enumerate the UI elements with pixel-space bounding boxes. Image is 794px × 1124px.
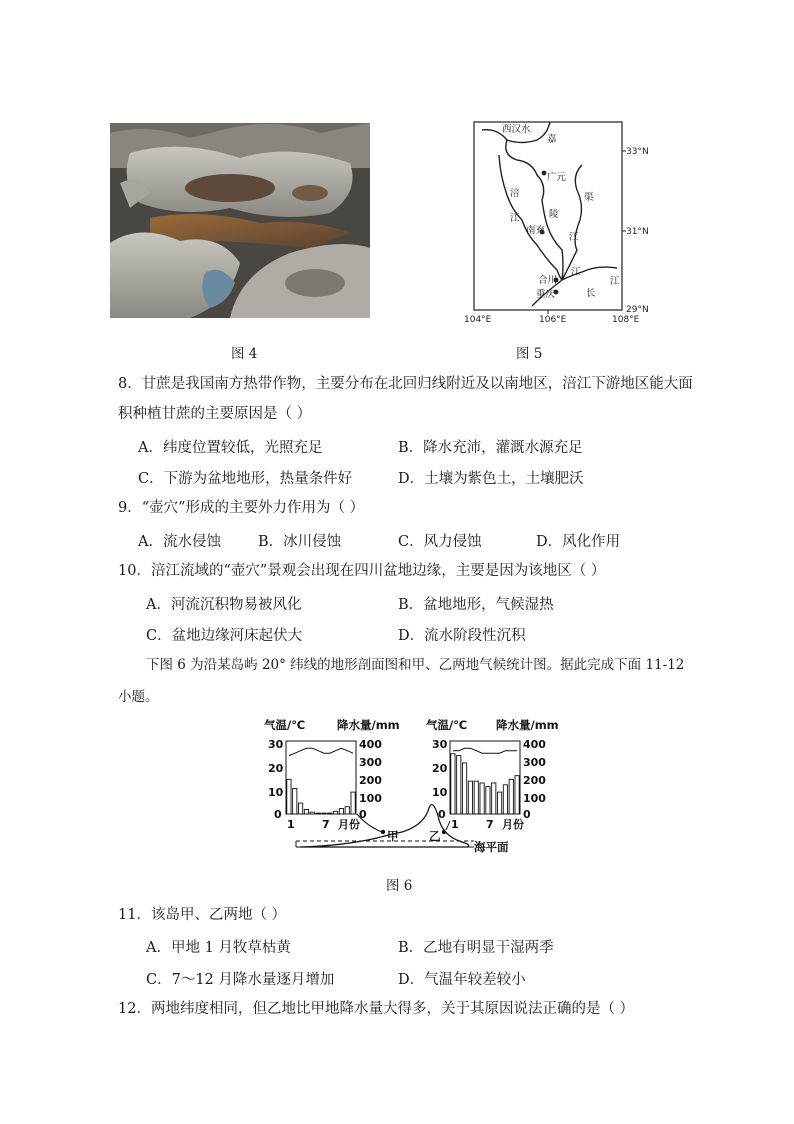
- right-precip-bar-8: [492, 783, 496, 814]
- q11-option-c: C．7～12 月降水量逐月增加: [146, 972, 335, 988]
- right-precip-tick-0: 0: [523, 808, 531, 821]
- q11-option-b: B．乙地有明显干湿两季: [398, 940, 554, 956]
- right-precip-tick-400: 400: [523, 738, 546, 751]
- right-precip-bars: [451, 754, 519, 814]
- left-precip-label: 降水量/mm: [337, 718, 400, 732]
- left-precip-bar-3: [298, 803, 302, 814]
- left-precip-bar-1: [287, 779, 291, 814]
- q10-option-a: A．河流沉积物易被风化: [146, 597, 302, 613]
- right-precip-bar-12: [515, 776, 519, 814]
- lon-106: 106°E: [539, 315, 567, 325]
- left-temp-curve: [289, 748, 353, 755]
- label-qu: 渠: [584, 192, 594, 203]
- right-month-unit: 月份: [502, 818, 524, 831]
- right-precip-label: 降水量/mm: [496, 718, 559, 732]
- climate-profile-figure: [262, 716, 582, 858]
- right-temp-tick-30: 30: [432, 738, 448, 751]
- label-jiang3: 江: [571, 267, 581, 278]
- label-xihanshui: 西汉水: [502, 124, 531, 135]
- lat-33: 33°N: [626, 147, 649, 157]
- label-chang: 长: [586, 288, 596, 299]
- lat-31: 31°N: [626, 227, 649, 237]
- left-month-7: 7: [322, 818, 330, 831]
- left-month-unit: 月份: [338, 818, 360, 831]
- left-month-1: 1: [287, 818, 295, 831]
- label-jiang2: 江: [569, 232, 579, 243]
- sea-level-label: 海平面: [474, 840, 509, 854]
- label-fu: 涪: [510, 188, 520, 199]
- right-precip-bar-6: [480, 783, 484, 814]
- question-11: 11．该岛甲、乙两地（ ）: [118, 907, 287, 923]
- q8-option-c: C．下游为盆地地形，热量条件好: [138, 471, 353, 487]
- q9-option-d: D．风化作用: [536, 534, 621, 550]
- label-ling: 陵: [549, 209, 559, 220]
- left-temp-tick-10: 10: [268, 786, 284, 799]
- left-precip-bar-11: [345, 807, 349, 814]
- figure-4-photo: [110, 123, 370, 318]
- rock-photo-illustration: [110, 123, 370, 318]
- lon-104: 104°E: [464, 315, 492, 325]
- label-nanchong: 南充: [526, 225, 546, 236]
- left-precip-bar-5: [310, 812, 314, 814]
- left-precip-bar-4: [304, 809, 308, 814]
- label-jiang1: 江: [510, 213, 520, 224]
- label-guangyuan: 广元: [547, 172, 567, 183]
- q11-option-a: A．甲地 1 月牧草枯黄: [146, 940, 291, 956]
- point-jia-label: 甲: [387, 829, 399, 843]
- figure-4-caption: 图 4: [231, 346, 258, 362]
- figure-6: [262, 716, 582, 858]
- left-precip-tick-0: 0: [359, 808, 367, 821]
- q9-option-a: A．流水侵蚀: [138, 534, 221, 550]
- left-precip-tick-400: 400: [359, 738, 382, 751]
- left-precip-tick-100: 100: [359, 792, 382, 805]
- q8-option-a: A．纬度位置较低，光照充足: [138, 440, 323, 456]
- right-precip-bar-5: [474, 781, 478, 814]
- intro-line2: 小题。: [118, 689, 159, 705]
- right-month-7: 7: [486, 818, 494, 831]
- figure-5-map: [452, 100, 662, 335]
- q8-option-d: D．土壤为紫色土，土壤肥沃: [398, 471, 584, 487]
- figure-5-caption: 图 5: [516, 346, 543, 362]
- right-month-1: 1: [451, 818, 459, 831]
- lat-29: 29°N: [626, 305, 649, 315]
- right-precip-bar-7: [486, 787, 490, 814]
- left-temp-tick-0: 0: [274, 808, 282, 821]
- right-temp-label: 气温/℃: [426, 718, 468, 732]
- right-precip-bar-10: [503, 785, 507, 814]
- right-precip-tick-200: 200: [523, 774, 546, 787]
- left-precip-bars: [287, 779, 355, 814]
- question-12: 12．两地纬度相同，但乙地比甲地降水量大得多，关于其原因说法正确的是（ ）: [118, 1001, 635, 1017]
- left-precip-bar-2: [293, 788, 297, 814]
- right-precip-bar-4: [468, 781, 472, 814]
- lon-108: 108°E: [612, 315, 640, 325]
- intro-line1: 下图 6 为沿某岛屿 20° 纬线的地形剖面图和甲、乙两地气候统计图。据此完成下面 11-12: [146, 657, 685, 673]
- right-precip-tick-100: 100: [523, 792, 546, 805]
- figure-6-caption: 图 6: [386, 878, 413, 894]
- left-precip-bar-8: [328, 813, 332, 814]
- point-yi-label: 乙: [429, 829, 441, 843]
- q10-option-d: D．流水阶段性沉积: [398, 628, 526, 644]
- q11-option-d: D．气温年较差较小: [398, 972, 526, 988]
- guangyuan-dot: [542, 171, 547, 176]
- right-precip-bar-11: [509, 779, 513, 814]
- label-chongqing: 重庆: [536, 289, 556, 300]
- right-precip-bar-1: [451, 754, 455, 814]
- right-temp-tick-20: 20: [432, 762, 448, 775]
- right-precip-bar-9: [497, 792, 501, 814]
- left-precip-bar-7: [322, 813, 326, 814]
- left-precip-bar-12: [351, 792, 355, 814]
- left-temp-tick-20: 20: [268, 762, 284, 775]
- left-precip-bar-9: [333, 811, 337, 814]
- left-precip-bar-10: [339, 809, 343, 814]
- q8-option-b: B．降水充沛，灌溉水源充足: [398, 440, 583, 456]
- right-precip-tick-300: 300: [523, 756, 546, 769]
- question-8-line2: 积种植甘蔗的主要原因是（ ）: [118, 406, 312, 422]
- q10-option-c: C．盆地边缘河床起伏大: [146, 628, 303, 644]
- label-jia: 嘉: [547, 134, 557, 145]
- label-jiang4: 江: [610, 276, 620, 287]
- q9-option-c: C．风力侵蚀: [398, 534, 482, 550]
- left-precip-bar-6: [316, 813, 320, 814]
- q9-option-b: B．冰川侵蚀: [258, 534, 342, 550]
- left-temp-tick-30: 30: [268, 738, 284, 751]
- right-temp-tick-0: 0: [438, 808, 446, 821]
- right-temp-tick-10: 10: [432, 786, 448, 799]
- question-9: 9．“壶穴”形成的主要外力作用为（ ）: [118, 500, 365, 516]
- right-temp-curve: [453, 748, 517, 753]
- left-precip-tick-200: 200: [359, 774, 382, 787]
- question-10: 10．涪江流域的“壶穴”景观会出现在四川盆地边缘，主要是因为该地区（ ）: [118, 563, 606, 579]
- left-temp-label: 气温/℃: [264, 718, 306, 732]
- left-precip-tick-300: 300: [359, 756, 382, 769]
- label-hechuan: 合川: [538, 275, 558, 286]
- right-precip-bar-2: [457, 756, 461, 814]
- right-precip-bar-3: [462, 763, 466, 814]
- question-8-line1: 8．甘蔗是我国南方热带作物，主要分布在北回归线附近及以南地区，涪江下游地区能大面: [118, 376, 693, 392]
- q10-option-b: B．盆地地形，气候湿热: [398, 597, 554, 613]
- river-map: [452, 100, 662, 335]
